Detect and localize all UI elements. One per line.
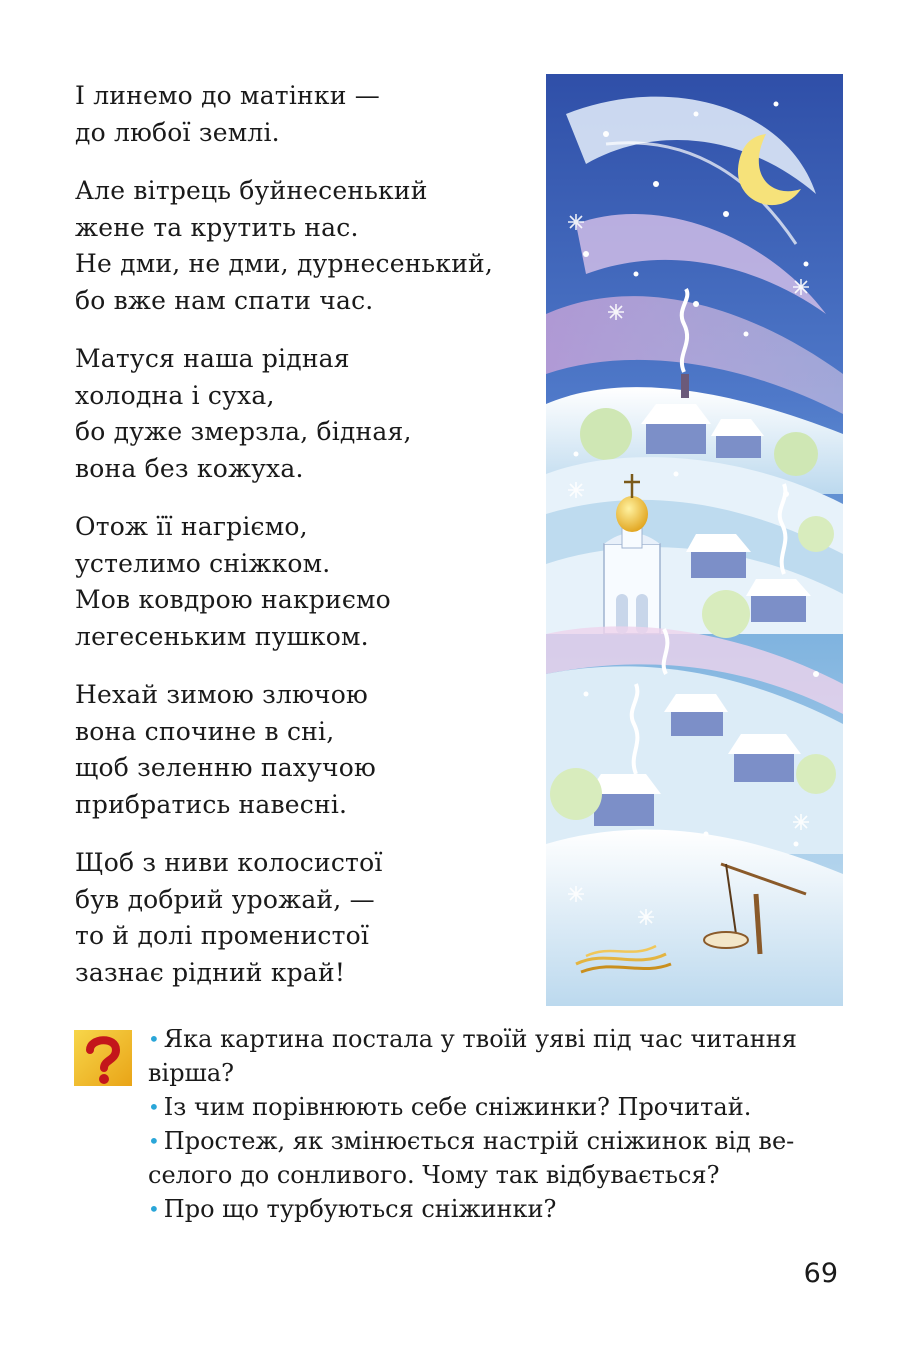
question-item: [148, 1192, 848, 1226]
question-text: Із чим порівнюють себе сніжинки? Прочитай.: [163, 1093, 752, 1121]
poem-line: зазнає рідний край!: [75, 957, 346, 987]
stanza-1: [75, 78, 545, 151]
poem-line: Щоб з ниви колосистої: [75, 848, 383, 877]
poem-line: Нехай зимою злючою: [75, 680, 368, 709]
poem-line: вона спочине в сні,: [75, 716, 335, 746]
stanza-2: [75, 173, 545, 319]
poem-line: холодна і суха,: [75, 380, 275, 410]
question-text: Яка картина постала у твоїй уяві під час читання: [163, 1025, 797, 1053]
questions-list: [148, 1022, 848, 1226]
stanza-6: [75, 845, 545, 991]
poem-line: щоб зеленню пахучою: [75, 753, 376, 782]
poem-line: Мов ковдрою накриємо: [75, 585, 391, 614]
question-item: [148, 1090, 848, 1124]
bullet: •: [148, 1197, 160, 1221]
bullet: •: [148, 1129, 160, 1153]
poem-line: жене та крутить нас.: [75, 212, 359, 242]
poem-line: до любої землі.: [75, 117, 280, 147]
poem-line: то й долі променистої: [75, 921, 370, 950]
question-text: Простеж, як змінюється настрій сніжинок від ве-: [163, 1127, 795, 1155]
poem-line: Не дми, не дми, дурнесенький,: [75, 249, 494, 278]
stanza-4: [75, 509, 545, 655]
bullet: •: [148, 1027, 160, 1051]
poem-line: прибратись навесні.: [75, 789, 348, 819]
poem-line: вона без кожуха.: [75, 453, 304, 483]
poem-line: І линемо до матінки —: [75, 81, 380, 110]
poem: [75, 78, 545, 1013]
poem-line: устелимо сніжком.: [75, 548, 331, 578]
stanza-5: [75, 677, 545, 823]
bullet: •: [148, 1095, 160, 1119]
poem-line: Матуся наша рідная: [75, 344, 350, 373]
question-text: вірша?: [148, 1059, 235, 1087]
question-item: [148, 1022, 848, 1090]
poem-line: бо вже нам спати час.: [75, 285, 374, 315]
question-text: селого до сонливого. Чому так відбувається?: [148, 1161, 720, 1189]
stanza-3: [75, 341, 545, 487]
poem-line: Отож її нагріємо,: [75, 512, 308, 541]
poem-line: легесеньким пушком.: [75, 621, 369, 651]
question-text: Про що турбуються сніжинки?: [163, 1195, 557, 1223]
question-item: [148, 1124, 848, 1192]
poem-line: був добрий урожай, —: [75, 884, 375, 914]
winter-village-illustration: [546, 74, 843, 1006]
question-mark-icon: [74, 1030, 132, 1086]
poem-line: бо дуже змерзла, бідная,: [75, 417, 412, 446]
page-number: 69: [803, 1258, 838, 1289]
poem-line: Але вітрець буйнесенький: [75, 176, 428, 205]
